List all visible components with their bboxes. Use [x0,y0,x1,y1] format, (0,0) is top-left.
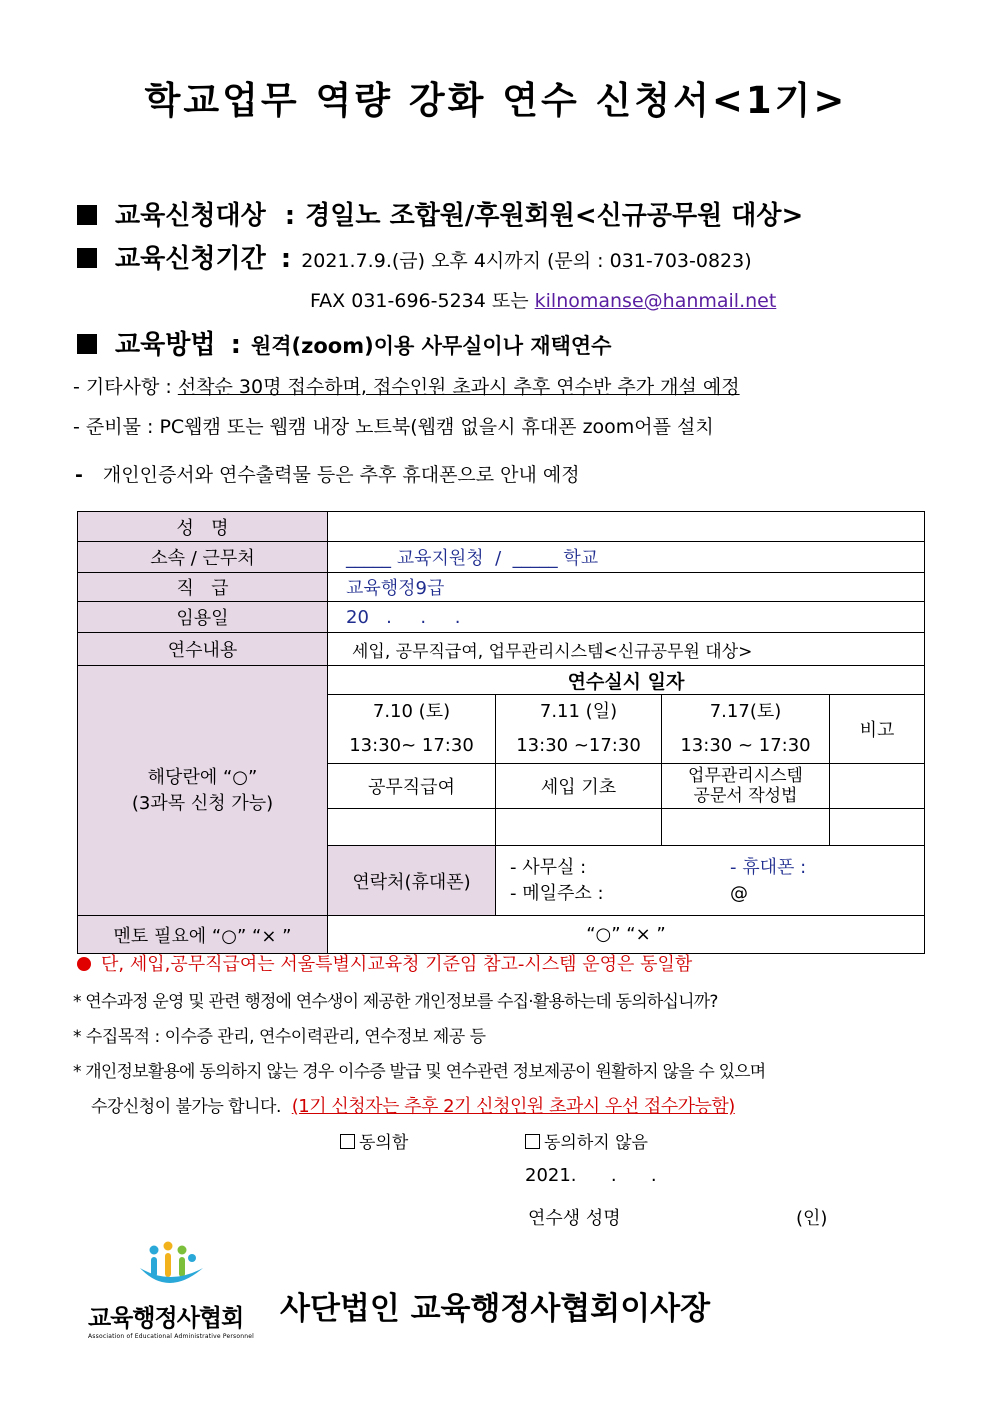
application-form-table [77,511,925,954]
mentor-label: 멘토 필요에 “○” “× ” [78,916,328,954]
affiliation-field[interactable]: _____ 교육지원청 / _____ 학교 [328,542,925,573]
period-line: 교육신청기간 : 2021.7.9.(금) 오후 4시까지 (문의 : 031-703-0823) [77,238,752,275]
session-2-check-cell[interactable] [496,809,662,846]
period-value: 2021.7.9.(금) 오후 4시까지 (문의 : 031-703-0823) [301,250,752,272]
session-1-subject: 공무직급여 [328,764,496,809]
name-label: 성 명 [78,512,328,542]
method-line: 교육방법 : 원격(zoom)이용 사무실이나 재택연수 [77,324,611,361]
affiliation-label: 소속 / 근무처 [78,542,328,573]
red-circle-icon [77,957,91,971]
consent-warning: * 개인정보활용에 동의하지 않는 경우 이수증 발급 및 연수관련 정보제공이 원활하지 않을 수 있으며 [73,1062,766,1082]
logo-subtitle: Association of Educational Administrative Personnel [88,1333,254,1340]
etc-text: 선착순 30명 접수하며, 접수인원 초과시 추후 연수반 추가 개설 예정 [177,376,740,398]
president-signature: 사단법인 교육행정사협회이사장 [280,1291,711,1327]
priority-note: (1기 신청자는 추후 2기 신청인원 초과시 우선 접수가능함) [291,1096,735,1117]
association-logo [88,1238,258,1340]
red-notice: 단, 세입,공무직급여는 서울특별시교육청 기준임 참고-시스템 운영은 동일함 [77,950,692,976]
consent-question: * 연수과정 운영 및 관련 행정에 연수생이 제공한 개인정보를 수집·활용하는데 동의하십니까? [73,992,718,1012]
page-title: 학교업무 역량 강화 연수 신청서<1기> [144,79,848,122]
email-label: - 메일주소 : [510,882,604,904]
session-1-datetime: 7.10 (토) 13:30~ 17:30 [328,695,496,764]
office-phone-label: - 사무실 : [510,856,587,878]
schedule-header: 연수실시 일자 [328,666,925,695]
target-line: 교육신청대상 : 경일노 조합원/후원회원<신규공무원 대상> [77,195,803,232]
remark-header: 비고 [830,695,925,764]
email-link[interactable]: kilnomanse@hanmail.net [534,290,777,312]
square-bullet-icon [77,334,97,354]
etc-line: - 기타사항 : 선착순 30명 접수하며, 접수인원 초과시 추후 연수반 추가 개설 예정 [73,376,740,398]
content-field: 세입, 공무직급여, 업무관리시스템<신규공무원 대상> [328,633,925,666]
consent-warning-2: 수강신청이 불가능 합니다. (1기 신청자는 추후 2기 신청인원 초과시 우선 접수가능함) [91,1096,735,1117]
remark-cell[interactable] [830,764,925,809]
period-label: 교육신청기간 [115,244,266,274]
disagree-option[interactable]: 동의하지 않음 [525,1128,648,1153]
method-value: 원격(zoom)이용 사무실이나 재택연수 [250,334,612,358]
sign-date[interactable]: 2021. . . [525,1165,657,1186]
schedule-label: 해당란에 “○” (3과목 신청 가능) [78,666,328,916]
appointment-label: 임용일 [78,602,328,633]
session-2-subject: 세입 기초 [496,764,662,809]
agree-option[interactable]: 동의함 [340,1128,408,1153]
name-field[interactable] [328,512,925,542]
session-3-subject: 업무관리시스템 공문서 작성법 [662,764,830,809]
target-value: 경일노 조합원/후원회원<신규공무원 대상> [305,201,804,231]
method-label: 교육방법 [115,330,216,360]
logo-name: 교육행정사협회 [88,1304,244,1332]
session-1-check-cell[interactable] [328,809,496,846]
contact-label: 연락처(휴대폰) [328,846,496,916]
people-logo-icon [88,1238,258,1294]
session-3-datetime: 7.17(토) 13:30 ~ 17:30 [662,695,830,764]
prep-line: - 준비물 : PC웹캠 또는 웹캠 내장 노트북(웹캠 없을시 휴대폰 zoom어플 설치 [73,416,714,438]
fax-line: FAX 031-696-5234 또는 kilnomanse@hanmail.net [310,290,777,312]
cert-line: - 개인인증서와 연수출력물 등은 추후 휴대폰으로 안내 예정 [75,464,580,486]
square-bullet-icon [77,205,97,225]
session-2-datetime: 7.11 (일) 13:30 ~17:30 [496,695,662,764]
appointment-field[interactable]: 20 . . . [328,602,925,633]
rank-field[interactable]: 교육행정9급 [328,573,925,602]
seal-mark: (인) [796,1208,828,1229]
square-bullet-icon [77,248,97,268]
agree-checkbox[interactable] [340,1134,355,1149]
rank-label: 직 급 [78,573,328,602]
content-label: 연수내용 [78,633,328,666]
remark-check-cell[interactable] [830,809,925,846]
target-label: 교육신청대상 [115,201,266,231]
student-sign-label: 연수생 성명 [528,1208,621,1229]
at-sign: @ [730,882,748,904]
disagree-checkbox[interactable] [525,1134,540,1149]
consent-purpose: * 수집목적 : 이수증 관리, 연수이력관리, 연수정보 제공 등 [73,1027,486,1047]
contact-field[interactable] [496,846,925,916]
session-3-check-cell[interactable] [662,809,830,846]
mobile-phone-label: - 휴대폰 : [730,856,807,878]
mentor-field[interactable]: “○” “× ” [328,916,925,954]
